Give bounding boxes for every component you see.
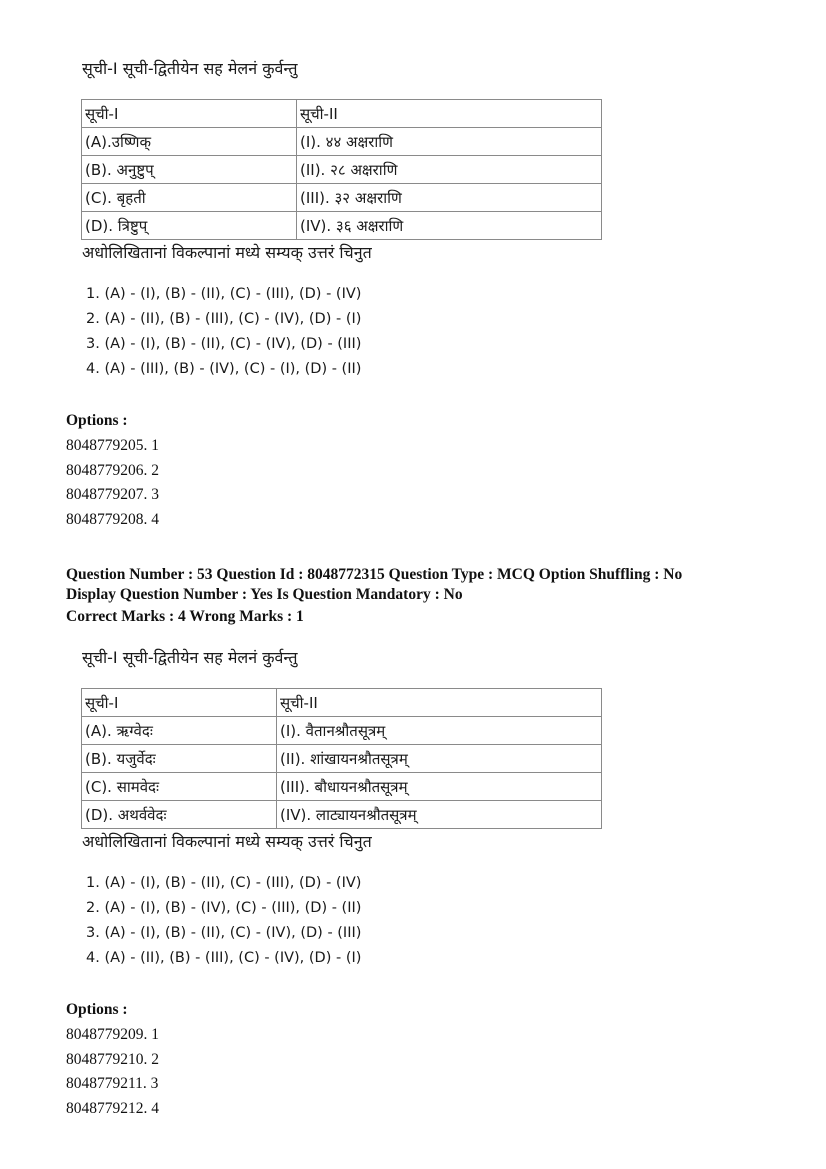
q53-header-line-2: Display Question Number : Yes Is Question Mandatory : No [66,586,463,603]
table-header-cell: सूची-I [82,100,297,128]
table-cell: (II). २८ अक्षराणि [297,156,602,184]
list-item: 1. (A) - (I), (B) - (II), (C) - (III), (D) - (IV) [86,286,362,302]
option-item[interactable]: 8048779209. 1 [66,1026,159,1043]
table-row [82,184,602,212]
q52-choice-list [86,282,361,382]
table-header-cell: सूची-II [277,689,602,717]
option-item[interactable]: 8048779211. 3 [66,1075,159,1093]
list-item: 3. (A) - (I), (B) - (II), (C) - (IV), (D) - (III) [86,336,362,352]
list-item: 3. (A) - (I), (B) - (II), (C) - (IV), (D) - (III) [86,925,362,941]
table-cell: (B). यजुर्वेदः [82,745,277,773]
option-item[interactable]: 8048779208. 4 [66,510,159,528]
table-cell: (II). शांखायनश्रौतसूत्रम् [277,745,602,773]
table-cell: (B). अनुष्टुप् [82,156,297,184]
list-item: 4. (A) - (II), (B) - (III), (C) - (IV), (D) - (I) [86,950,362,966]
q52-instruction: सूची-I सूची-द्वितीयेन सह मेलनं कुर्वन्तु [82,59,298,78]
table-cell: (A).उष्णिक् [82,128,297,156]
q53-match-table [81,688,602,829]
table-cell: (C). बृहती [82,184,297,212]
table-header-row [82,689,602,717]
q52-options-list [66,434,159,532]
table-row [82,212,602,240]
table-row [82,717,602,745]
q52-options-title: Options : [66,412,128,429]
option-item[interactable]: 8048779206. 2 [66,461,159,479]
table-row [82,745,602,773]
table-cell: (D). त्रिष्टुप् [82,212,297,240]
table-row [82,773,602,801]
list-item: 2. (A) - (II), (B) - (III), (C) - (IV), (D) - (I) [86,311,362,327]
option-item[interactable]: 8048779205. 1 [66,437,159,454]
table-cell: (C). सामवेदः [82,773,277,801]
table-cell: (IV). लाट्यायनश्रौतसूत्रम् [277,801,602,829]
q53-prompt: अधोलिखितानां विकल्पानां मध्ये सम्यक् उत्तरं चिनुत [82,832,372,851]
table-cell: (III). ३२ अक्षराणि [297,184,602,212]
table-row [82,801,602,829]
table-cell: (III). बौधायनश्रौतसूत्रम् [277,773,602,801]
table-cell: (A). ऋग्वेदः [82,717,277,745]
list-item: 4. (A) - (III), (B) - (IV), (C) - (I), (D) - (II) [86,361,362,377]
q53-options-title: Options : [66,1001,128,1018]
table-header-row [82,100,602,128]
q53-instruction: सूची-I सूची-द्वितीयेन सह मेलनं कुर्वन्तु [82,648,298,667]
option-item[interactable]: 8048779207. 3 [66,486,159,504]
table-header-cell: सूची-II [297,100,602,128]
q53-choice-list [86,871,361,971]
q53-header-line-1: Question Number : 53 Question Id : 8048772315 Question Type : MCQ Option Shuffling : No [66,566,683,583]
q53-header-line-3: Correct Marks : 4 Wrong Marks : 1 [66,608,304,625]
q52-match-table [81,99,602,240]
list-item: 2. (A) - (I), (B) - (IV), (C) - (III), (D) - (II) [86,900,362,916]
option-item[interactable]: 8048779212. 4 [66,1099,159,1117]
table-cell: (I). वैतानश्रौतसूत्रम् [277,717,602,745]
q53-options-list [66,1023,159,1121]
table-cell: (I). ४४ अक्षराणि [297,128,602,156]
table-row [82,128,602,156]
table-row [82,156,602,184]
list-item: 1. (A) - (I), (B) - (II), (C) - (III), (D) - (IV) [86,875,362,891]
q52-prompt: अधोलिखितानां विकल्पानां मध्ये सम्यक् उत्तरं चिनुत [82,243,372,262]
table-header-cell: सूची-I [82,689,277,717]
table-cell: (IV). ३६ अक्षराणि [297,212,602,240]
table-cell: (D). अथर्ववेदः [82,801,277,829]
option-item[interactable]: 8048779210. 2 [66,1050,159,1068]
